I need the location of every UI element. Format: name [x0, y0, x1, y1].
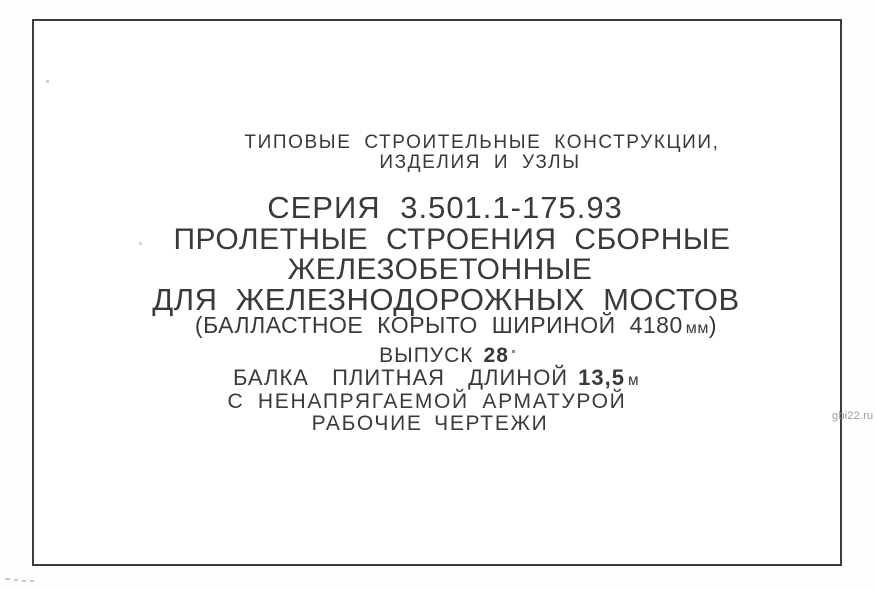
series-number-line: СЕРИЯ 3.501.1-175.93 [267, 190, 623, 225]
issue-number: 28 [483, 344, 509, 367]
title-line-1: ПРОЛЕТНЫЕ СТРОЕНИЯ СБОРНЫЕ [173, 223, 731, 256]
ballast-note-text: (БАЛЛАСТНОЕ КОРЫТО ШИРИНОЙ 4180 [194, 312, 683, 338]
beam-text: БАЛКА ПЛИТНАЯ ДЛИНОЙ [232, 365, 569, 390]
scan-noise-mark [512, 350, 515, 353]
ballast-trough-note [18, 313, 876, 338]
beam-description-line [0, 366, 874, 390]
scan-noise-mark [14, 579, 18, 581]
beam-length-unit: м [627, 372, 640, 389]
header-line-2: ИЗДЕЛИЯ И УЗЛЫ [379, 152, 581, 173]
scan-noise-mark [30, 580, 34, 582]
issue-line [6, 344, 876, 367]
scan-noise-mark [22, 580, 26, 582]
title-line-2: ЖЕЛЕЗОБЕТОННЫЕ [287, 253, 593, 286]
watermark-gbi22: gbi22.ru [832, 410, 874, 422]
scan-noise-mark [46, 80, 49, 83]
header-line-1: ТИПОВЫЕ СТРОИТЕЛЬНЫЕ КОНСТРУКЦИИ, [244, 132, 720, 153]
working-drawings-line: РАБОЧИЕ ЧЕРТЕЖИ [311, 412, 549, 435]
title-line-3: ДЛЯ ЖЕЛЕЗНОДОРОЖНЫХ МОСТОВ [152, 282, 740, 317]
reinforcement-line: С НЕНАПРЯГАЕМОЙ АРМАТУРОЙ [227, 390, 627, 413]
scan-noise-mark [5, 578, 10, 580]
scan-noise-mark [139, 242, 142, 245]
ballast-note-close-paren: ) [708, 312, 718, 338]
beam-length-value: 13,5 [578, 365, 625, 390]
issue-label: ВЫПУСК [379, 344, 474, 367]
ballast-note-unit: мм [685, 319, 709, 337]
